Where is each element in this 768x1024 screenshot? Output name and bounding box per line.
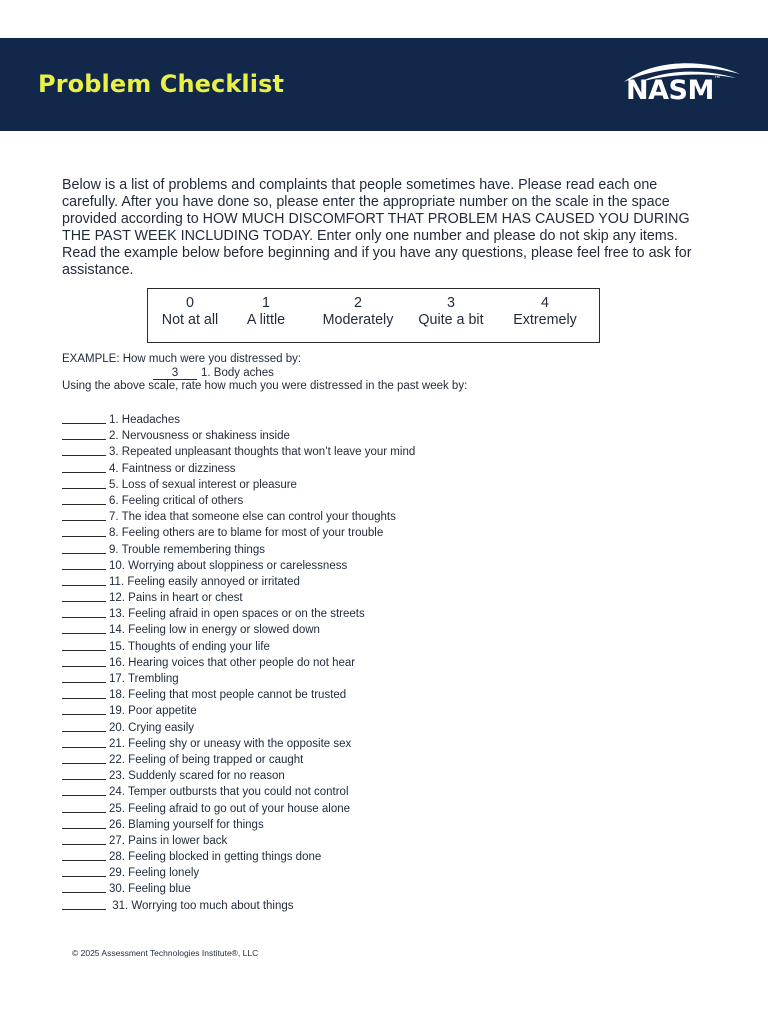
scale-option-0: 0 Not at all: [161, 295, 219, 328]
checklist-item: [62, 831, 702, 847]
scale-option-1: 1 A little: [246, 295, 286, 328]
answer-blank[interactable]: [62, 848, 106, 861]
logo-wordmark: NASM™: [626, 75, 721, 106]
answer-blank[interactable]: [62, 880, 106, 893]
checklist-item-label: 15. Thoughts of ending your life: [109, 640, 270, 653]
answer-blank[interactable]: [62, 476, 106, 489]
checklist-item: [62, 685, 702, 701]
answer-blank[interactable]: [62, 589, 106, 602]
answer-blank[interactable]: [62, 541, 106, 554]
checklist-item-label: 27. Pains in lower back: [109, 834, 228, 847]
copyright-footer: © 2025 Assessment Technologies Institute®, LLC: [72, 948, 259, 958]
checklist-item: [62, 653, 702, 669]
checklist-item: [62, 604, 702, 620]
answer-blank[interactable]: [62, 508, 106, 521]
scale-option-2: 2 Moderately: [322, 295, 394, 328]
checklist-item-label: 11. Feeling easily annoyed or irritated: [109, 575, 300, 588]
nasm-logo: [618, 58, 742, 114]
checklist-item-label: 1. Headaches: [109, 414, 180, 426]
answer-blank[interactable]: [62, 783, 106, 796]
checklist-item: [62, 701, 702, 717]
checklist-item: [62, 523, 702, 539]
answer-blank[interactable]: [62, 492, 106, 505]
answer-blank[interactable]: [62, 621, 106, 634]
checklist-item: [62, 459, 702, 475]
answer-blank[interactable]: [62, 411, 106, 424]
checklist-item: [62, 426, 702, 442]
answer-blank[interactable]: [62, 460, 106, 473]
checklist-item: [62, 799, 702, 815]
checklist-item: [62, 863, 702, 879]
answer-blank[interactable]: [62, 751, 106, 764]
checklist-item: [62, 669, 702, 685]
answer-blank[interactable]: [62, 832, 106, 845]
checklist-item-label: 6. Feeling critical of others: [109, 494, 244, 507]
example-answer: 3: [153, 367, 197, 380]
answer-blank[interactable]: [62, 767, 106, 780]
checklist-item-label: 20. Crying easily: [109, 721, 195, 734]
checklist-item-label: 3. Repeated unpleasant thoughts that won’t leave your mind: [109, 446, 416, 459]
checklist-item: [62, 750, 702, 766]
example-item-label: 1. Body aches: [201, 366, 274, 379]
checklist-item-label: 21. Feeling shy or uneasy with the opposite sex: [109, 737, 352, 750]
checklist-item-label: 22. Feeling of being trapped or caught: [109, 753, 304, 766]
checklist-item-label: 2. Nervousness or shakiness inside: [109, 430, 290, 443]
answer-blank[interactable]: [62, 524, 106, 537]
checklist-item-label: 19. Poor appetite: [109, 705, 197, 718]
checklist-item: [62, 847, 702, 863]
answer-blank[interactable]: [62, 816, 106, 829]
checklist-item-label: 29. Feeling lonely: [109, 867, 200, 880]
checklist-item-label: 25. Feeling afraid to go out of your house alone: [109, 802, 351, 815]
checklist-item-label: 30. Feeling blue: [109, 883, 191, 896]
answer-blank[interactable]: [62, 800, 106, 813]
checklist-item-label: 9. Trouble remembering things: [109, 543, 265, 556]
checklist-item-label: 8. Feeling others are to blame for most of your trouble: [109, 527, 384, 540]
answer-blank[interactable]: [62, 897, 106, 910]
checklist-item: [62, 588, 702, 604]
checklist-item: [62, 620, 702, 636]
checklist-item-label: 5. Loss of sexual interest or pleasure: [109, 478, 297, 491]
page-title: Problem Checklist: [38, 70, 285, 98]
answer-blank[interactable]: [62, 719, 106, 732]
checklist-items: [62, 410, 702, 912]
answer-blank[interactable]: [62, 654, 106, 667]
checklist-item-label: 28. Feeling blocked in getting things done: [109, 851, 322, 864]
checklist-item: [62, 556, 702, 572]
checklist-item: [62, 879, 702, 895]
checklist-item: [62, 410, 702, 426]
checklist-item: [62, 540, 702, 556]
example-prompt: EXAMPLE: How much were you distressed by:: [62, 353, 302, 365]
intro-paragraph: Below is a list of problems and complaints that people sometimes have. Please read each one carefully. After you have done so, please enter the appropriate number on the scale in the space provided according to HOW MUCH DISCOMFORT THAT PROBLEM HAS CAUSED YOU DURING THE PAST WEEK INCLUDING TODAY. Enter only one number and please do not skip any items. Read the example below before beginning and if you have any questions, please feel free to ask for assistance.: [62, 177, 692, 278]
checklist-item: [62, 491, 702, 507]
checklist-item-label: 4. Faintness or dizziness: [109, 462, 236, 475]
answer-blank[interactable]: [62, 443, 106, 456]
checklist-item: [62, 507, 702, 523]
checklist-item: [62, 637, 702, 653]
checklist-item-label: 13. Feeling afraid in open spaces or on the streets: [109, 608, 365, 621]
header-bar: [0, 38, 768, 131]
answer-blank[interactable]: [62, 427, 106, 440]
answer-blank[interactable]: [62, 605, 106, 618]
answer-blank[interactable]: [62, 686, 106, 699]
checklist-item-label: 24. Temper outbursts that you could not control: [109, 786, 349, 799]
checklist-item-label: 10. Worrying about sloppiness or carelessness: [109, 559, 348, 572]
checklist-item-label: 17. Trembling: [109, 673, 179, 685]
checklist-item-label: 14. Feeling low in energy or slowed down: [109, 624, 320, 637]
scale-option-4: 4 Extremely: [513, 295, 577, 328]
answer-blank[interactable]: [62, 573, 106, 586]
checklist-item-label: 12. Pains in heart or chest: [109, 592, 243, 605]
answer-blank[interactable]: [62, 702, 106, 715]
checklist-item: [62, 572, 702, 588]
checklist-item: [62, 782, 702, 798]
checklist-item: [62, 718, 702, 734]
answer-blank[interactable]: [62, 557, 106, 570]
answer-blank[interactable]: [62, 864, 106, 877]
example-section: [62, 353, 702, 394]
checklist-item: [62, 815, 702, 831]
checklist-item: [62, 734, 702, 750]
checklist-item-label: 23. Suddenly scared for no reason: [109, 770, 285, 783]
answer-blank[interactable]: [62, 638, 106, 651]
answer-blank[interactable]: [62, 735, 106, 748]
scale-instruction: Using the above scale, rate how much you were distressed in the past week by:: [62, 380, 468, 392]
checklist-item-label: 16. Hearing voices that other people do not hear: [109, 656, 356, 669]
checklist-item: [62, 896, 702, 912]
checklist-item: [62, 766, 702, 782]
checklist-item-label: 7. The idea that someone else can control your thoughts: [109, 511, 396, 524]
checklist-item-label: 18. Feeling that most people cannot be trusted: [109, 689, 347, 702]
scale-option-3: 3 Quite a bit: [418, 295, 484, 328]
checklist-item-label: 31. Worrying too much about things: [109, 899, 294, 912]
checklist-item: [62, 442, 702, 458]
rating-scale-legend: [147, 288, 600, 343]
checklist-item: [62, 475, 702, 491]
checklist-item-label: 26. Blaming yourself for things: [109, 818, 264, 831]
example-item: [62, 367, 702, 381]
answer-blank[interactable]: [62, 670, 106, 683]
